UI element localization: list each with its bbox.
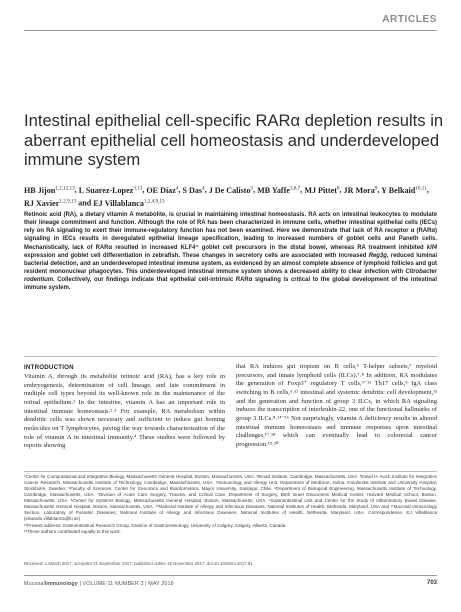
affiliation-footnotes xyxy=(24,474,437,536)
author-name: Y Belkaid xyxy=(381,185,416,195)
journal-footer xyxy=(24,581,174,587)
issue-info: | VOLUME 11 NUMBER 3 | MAY 2018 xyxy=(79,581,174,587)
author-affiliation: 10,11 xyxy=(415,185,427,191)
author-name: MB Yaffe xyxy=(257,185,290,195)
journal-name-bold: Immunology xyxy=(44,581,78,587)
author-list: HB Jijon$^{1,2,12,13}$, L Suarez-Lopez$^{3,13}$, OE Diaz$^4$, S Das$^4$, J De Calisto$^5$, MB Yaffe$^{3,6,7}$, MJ Pittet$^8$, JR Mora$^9$, Y Belkaid$^{10,11}$, RJ Xavier$^{1,2,9,13}$ and EJ Villablanca$^{1,2,4,9,13}$ xyxy=(24,185,429,208)
article-title: Intestinal epithelial cell-specific RARα depletion results in aberrant epithelial cell homeostasis and underdeveloped immune system xyxy=(24,111,444,170)
section-heading-introduction: INTRODUCTION xyxy=(24,364,74,371)
author-affiliation: 1,2,12,13 xyxy=(55,185,75,191)
author-affiliation: 1,2,9,13 xyxy=(59,198,77,205)
footnote-divider xyxy=(24,471,437,472)
author-name: RJ Xavier xyxy=(24,198,60,208)
body-text-left-column: Vitamin A, through its metabolite retinoic acid (RA), has a key role in embryogenesis, determination of cell lineage, and fate commitment in multiple cell types beyond its well-known role in the maintenance of the retinal epithelium.¹ In the intestine, vitamin A has an important role in intestinal immune homeostasis.²˒³ For example, RA metabolism within dendritic cells was shown necessary and sufficient to induce gut homing molecules on T lymphocytes, paving the way towards characterization of the role of vitamin A in intestinal immunity.⁴ These studies were followed by reports showing xyxy=(24,373,225,450)
author xyxy=(24,186,75,195)
author xyxy=(146,186,178,195)
author-affiliation: 3,13 xyxy=(133,185,143,191)
author xyxy=(93,199,164,208)
author xyxy=(182,186,204,195)
author-name: HB Jijon xyxy=(24,185,56,195)
author-affiliation: 1,2,4,9,13 xyxy=(143,198,165,205)
author-name: EJ Villablanca xyxy=(93,198,144,208)
author xyxy=(209,186,253,195)
author-affiliation: 4 xyxy=(202,185,205,191)
author-name: OE Diaz xyxy=(146,185,176,195)
author-affiliation: 4 xyxy=(175,185,179,191)
abstract-divider xyxy=(24,356,437,357)
page-number: 703 xyxy=(426,580,437,586)
author xyxy=(381,186,427,195)
abstract: Retinoic acid (RA), a dietary vitamin A metabolite, is crucial in maintaining intestinal homeostasis. RA acts on intestinal leukocytes to modulate their lineage commitment and function. Although the role of RA has been characterized in immune cells, whether intestinal epithelial cells (IECs) rely on RA signaling to exert their immune-regulatory function has not been examined. Here we demonstrate that lack of RA receptor α (RARα) signaling in IECs results in deregulated epithelial lineage specification, leading to increased numbers of goblet cells and Paneth cells. Mechanistically, lack of RARα resulted in increased KLF4⁺ goblet cell precursors in the distal bowel, whereas RA treatment inhibited klf4 expression and goblet cell differentiation in zebrafish. These changes in secretory cells are associated with increased Reg3g, reduced luminal bacterial detection, and an underdeveloped intestinal immune system, as evidenced by an almost complete absence of lymphoid follicles and gut resident mononuclear phagocytes. This underdeveloped intestinal immune system shows a decreased ability to clear infection with Citrobacter rodentium. Collectively, our findings indicate that epithelial cell-intrinsic RARα signaling is critical to the global development of the intestinal immune system. xyxy=(24,212,437,292)
footnote-affiliations: ¹Center for Computational and Integrative Biology, Massachusetts General Hospital, Boston, Massachusetts, USA. ²Broad Institute, Cambridge, Massachusetts, USA. ³David H. Koch Institute for Integrative Cancer Research, Massachusetts Institute of Technology, Cambridge, Massachusetts, USA. ⁴Immunology and Allergy Unit, Department of Medicine, Solna, Karolinska Institute and University Hospital, Stockholm, Sweden. ⁵Faculty of Sciences, Center for Genomics and Bioinformatics, Mayor University, Santiago, Chile. ⁶Department of Biological Engineering, Massachusetts Institute of Technology, Cambridge, Massachusetts, USA. ⁷Division of Acute Care Surgery, Trauma, and Critical Care, Department of Surgery, Beth Israel Deaconess Medical Center, Harvard Medical School, Boston, Massachusetts, USA. ⁸Center for Systems Biology, Massachusetts General Hospital, Boston, Massachusetts, USA. ⁹Gastrointestinal Unit and Center for the Study of Inflammatory Bowel Disease, Massachusetts General Hospital, Boston, Massachusetts, USA. ¹⁰National Institute of Allergy and Infectious Diseases, National Institutes of Health, Bethesda, Maryland, USA and ¹¹Mucosal Immunology Section, Laboratory of Parasitic Diseases, National Institute of Allergy and Infectious Diseases, National Institutes of Health, Bethesda, Maryland, USA. Correspondence: EJ Villablanca (eduardo.villablanca@ki.se) xyxy=(24,474,437,522)
section-label: ARTICLES xyxy=(382,14,437,25)
author-affiliation: 5 xyxy=(250,185,254,191)
author xyxy=(344,186,378,195)
received-dates: Received: 1 March 2017; accepted 21 September 2017; published online 15 November 2017. doi:10.1038/mi.2017.91 xyxy=(24,561,253,566)
author-affiliation: 9 xyxy=(374,185,378,191)
footnote-equal-contribution: ¹³These authors contributed equally to this work. xyxy=(24,529,122,535)
journal-name xyxy=(24,581,78,587)
author xyxy=(24,199,76,208)
header-divider xyxy=(24,30,437,31)
body-text-right-column: that RA induces gut tropism on B cells,⁵ T-helper subsets,⁶ myeloid precursors, and innate lymphoid cells (ILCs).⁷˒⁸ In addition, RA modulates the generation of Foxp3⁺ regulatory T cells,⁹⁻¹¹ Th17 cells,⁹ IgA class switching in B cells,⁵˒¹² intestinal and systemic dendritic cell development,¹³ and the generation and function of group 3 ILCs, in which RA signaling induces the transcription of interleukin-22, one of the functional hallmarks of group 3 ILCs.⁸˒¹⁴⁻¹⁶ Not surprisingly, vitamin A deficiency results in altered intestinal immune homeostasis and immune responses upon intestinal challenges,¹⁷˒¹⁸ which can eventually lead to colorectal cancer progression.¹⁹˒²⁰ xyxy=(236,363,437,448)
author xyxy=(79,186,143,195)
author-name: JR Mora xyxy=(343,185,375,195)
author-name: J De Calisto xyxy=(208,185,251,195)
author xyxy=(257,186,300,195)
author xyxy=(304,186,339,195)
footnote-present-address: ¹²Present address: Gastrointestinal Research Group, Division of Gastroenterology, University of Calgary, Calgary, Alberta, Canada. xyxy=(24,522,287,528)
author-name: L Suarez-Lopez xyxy=(78,185,134,195)
footer-divider xyxy=(24,575,437,576)
author-affiliation: 3,6,7 xyxy=(289,185,301,191)
author-affiliation: 8 xyxy=(336,185,340,191)
author-name: S Das xyxy=(182,185,203,195)
author-name: MJ Pittet xyxy=(304,185,337,195)
journal-name-prefix: Mucosal xyxy=(24,581,45,587)
